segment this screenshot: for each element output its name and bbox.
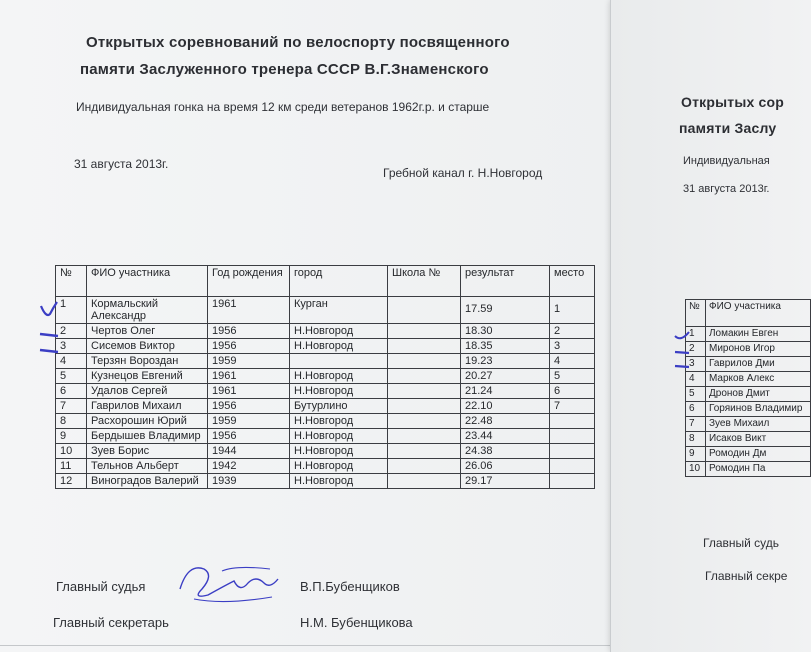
- cell-result: 22.48: [461, 414, 550, 429]
- header-school: Школа №: [388, 266, 461, 297]
- cell-num: 2: [56, 324, 87, 339]
- cell-result: 24.38: [461, 444, 550, 459]
- cell-city: Н.Новгород: [290, 384, 388, 399]
- cell-place: 3: [550, 339, 595, 354]
- cell-year: 1959: [208, 354, 290, 369]
- cell-place: 6: [550, 384, 595, 399]
- header-year: Год рождения: [208, 266, 290, 297]
- title-line-2: памяти Заслуженного тренера СССР В.Г.Знаменского: [80, 61, 489, 78]
- cell-city: Н.Новгород: [290, 474, 388, 489]
- cell-result: 26.06: [461, 459, 550, 474]
- cell-city: Н.Новгород: [290, 444, 388, 459]
- cell-year: 1959: [208, 414, 290, 429]
- cell-place: [550, 444, 595, 459]
- cell-num: 10: [686, 462, 706, 477]
- table-row: [686, 417, 811, 432]
- cell-city: [290, 354, 388, 369]
- header-num: №: [56, 266, 87, 297]
- table-row: [56, 297, 595, 324]
- cell-fio: Миронов Игор: [705, 342, 810, 357]
- cell-fio: Тельнов Альберт: [87, 459, 208, 474]
- cell-fio: Ромодин Па: [705, 462, 810, 477]
- cell-fio: Чертов Олег: [87, 324, 208, 339]
- cell-result: 19.23: [461, 354, 550, 369]
- judge-label: Главный судья: [56, 579, 146, 594]
- cell-result: 23.44: [461, 429, 550, 444]
- cell-fio: Гаврилов Михаил: [87, 399, 208, 414]
- table-header-row: [686, 300, 811, 327]
- cell-num: 10: [56, 444, 87, 459]
- cell-num: 1: [56, 297, 87, 324]
- cell-place: 2: [550, 324, 595, 339]
- cell-num: 1: [686, 327, 706, 342]
- right-subtitle: Индивидуальная: [683, 155, 770, 167]
- right-date: 31 августа 2013г.: [683, 183, 770, 195]
- cell-school: [388, 354, 461, 369]
- cell-num: 2: [686, 342, 706, 357]
- title-line-1: Открытых соревнований по велоспорту посвященного: [86, 34, 510, 51]
- cell-year: 1942: [208, 459, 290, 474]
- handwritten-check-marks: [38, 300, 62, 362]
- event-date: 31 августа 2013г.: [74, 157, 169, 171]
- cell-year: 1961: [208, 369, 290, 384]
- cell-result: 29.17: [461, 474, 550, 489]
- cell-year: 1956: [208, 429, 290, 444]
- table-row: [56, 474, 595, 489]
- cell-num: 6: [56, 384, 87, 399]
- table-row: [686, 402, 811, 417]
- cell-fio: Марков Алекс: [705, 372, 810, 387]
- table-row: [56, 429, 595, 444]
- header-result: результат: [461, 266, 550, 297]
- table-row: [686, 447, 811, 462]
- cell-city: Н.Новгород: [290, 324, 388, 339]
- table-row: [686, 342, 811, 357]
- cell-city: Курган: [290, 297, 388, 324]
- cell-place: 7: [550, 399, 595, 414]
- cell-num: 5: [686, 387, 706, 402]
- event-venue: Гребной канал г. Н.Новгород: [383, 166, 543, 180]
- cell-school: [388, 474, 461, 489]
- table-header-row: [56, 266, 595, 297]
- right-handwritten-marks: [673, 330, 693, 370]
- table-row: [56, 444, 595, 459]
- cell-num: 4: [56, 354, 87, 369]
- cell-city: Н.Новгород: [290, 429, 388, 444]
- event-subtitle: Индивидуальная гонка на время 12 км среди ветеранов 1962г.р. и старше: [76, 100, 490, 114]
- cell-fio: Горяинов Владимир: [705, 402, 810, 417]
- cell-result: 18.30: [461, 324, 550, 339]
- cell-fio: Удалов Сергей: [87, 384, 208, 399]
- judge-signature: [174, 559, 284, 609]
- cell-year: 1956: [208, 399, 290, 414]
- cell-school: [388, 339, 461, 354]
- table-row: [56, 369, 595, 384]
- cell-year: 1961: [208, 297, 290, 324]
- table-row: [56, 399, 595, 414]
- cell-fio: Бердышев Владимир: [87, 429, 208, 444]
- cell-num: 7: [686, 417, 706, 432]
- cell-city: Н.Новгород: [290, 414, 388, 429]
- secretary-label: Главный секретарь: [53, 615, 169, 630]
- cell-place: 5: [550, 369, 595, 384]
- cell-num: 8: [686, 432, 706, 447]
- cell-fio: Расхорошин Юрий: [87, 414, 208, 429]
- table-row: [56, 384, 595, 399]
- cell-num: 9: [56, 429, 87, 444]
- cell-fio: Дронов Дмит: [705, 387, 810, 402]
- cell-num: 12: [56, 474, 87, 489]
- cell-fio: Зуев Борис: [87, 444, 208, 459]
- table-row: [56, 339, 595, 354]
- cell-place: 1: [550, 297, 595, 324]
- cell-fio: Терзян Вороздан: [87, 354, 208, 369]
- cell-city: Н.Новгород: [290, 459, 388, 474]
- right-title-line-1: Открытых сор: [681, 94, 785, 110]
- table-row: [686, 462, 811, 477]
- cell-fio: Гаврилов Дми: [705, 357, 810, 372]
- cell-num: 6: [686, 402, 706, 417]
- cell-school: [388, 297, 461, 324]
- cell-result: 18.35: [461, 339, 550, 354]
- cell-year: 1956: [208, 339, 290, 354]
- cell-fio: Кузнецов Евгений: [87, 369, 208, 384]
- cell-school: [388, 324, 461, 339]
- table-row: [56, 459, 595, 474]
- cell-school: [388, 429, 461, 444]
- cell-place: 4: [550, 354, 595, 369]
- cell-school: [388, 444, 461, 459]
- cell-result: 21.24: [461, 384, 550, 399]
- cell-fio: Ромодин Дм: [705, 447, 810, 462]
- cell-fio: Исаков Викт: [705, 432, 810, 447]
- cell-school: [388, 369, 461, 384]
- right-judge-label: Главный судь: [703, 536, 780, 550]
- cell-school: [388, 459, 461, 474]
- cell-place: [550, 429, 595, 444]
- table-row: [56, 324, 595, 339]
- cell-result: 17.59: [461, 297, 550, 324]
- right-results-table: [685, 299, 811, 477]
- header-fio: ФИО участника: [705, 300, 810, 327]
- secretary-name: Н.М. Бубенщикова: [300, 615, 413, 630]
- table-row: [686, 327, 811, 342]
- cell-num: 3: [56, 339, 87, 354]
- cell-year: 1944: [208, 444, 290, 459]
- table-row: [56, 354, 595, 369]
- cell-place: [550, 474, 595, 489]
- header-fio: ФИО участника: [87, 266, 208, 297]
- cell-city: Бутурлино: [290, 399, 388, 414]
- judge-name: В.П.Бубенщиков: [300, 579, 400, 594]
- cell-fio: Сисемов Виктор: [87, 339, 208, 354]
- results-table: [55, 265, 595, 489]
- page-edge: [0, 645, 624, 646]
- cell-school: [388, 399, 461, 414]
- cell-num: 5: [56, 369, 87, 384]
- cell-year: 1939: [208, 474, 290, 489]
- cell-result: 20.27: [461, 369, 550, 384]
- cell-school: [388, 414, 461, 429]
- cell-school: [388, 384, 461, 399]
- cell-place: [550, 414, 595, 429]
- cell-num: 7: [56, 399, 87, 414]
- cell-fio: Виноградов Валерий: [87, 474, 208, 489]
- cell-result: 22.10: [461, 399, 550, 414]
- cell-city: Н.Новгород: [290, 339, 388, 354]
- cell-num: 3: [686, 357, 706, 372]
- cell-year: 1961: [208, 384, 290, 399]
- table-row: [686, 357, 811, 372]
- second-results-sheet: [610, 0, 811, 652]
- right-title-line-2: памяти Заслу: [679, 120, 777, 136]
- cell-fio: Ломакин Евген: [705, 327, 810, 342]
- cell-place: [550, 459, 595, 474]
- cell-num: 8: [56, 414, 87, 429]
- cell-num: 9: [686, 447, 706, 462]
- cell-fio: Кормальский Александр: [87, 297, 208, 324]
- cell-city: Н.Новгород: [290, 369, 388, 384]
- cell-num: 11: [56, 459, 87, 474]
- cell-num: 4: [686, 372, 706, 387]
- cell-year: 1956: [208, 324, 290, 339]
- table-row: [686, 387, 811, 402]
- table-row: [56, 414, 595, 429]
- table-row: [686, 372, 811, 387]
- header-num: №: [686, 300, 706, 327]
- right-secretary-label: Главный секре: [705, 569, 788, 583]
- header-city: город: [290, 266, 388, 297]
- table-row: [686, 432, 811, 447]
- header-place: место: [550, 266, 595, 297]
- cell-fio: Зуев Михаил: [705, 417, 810, 432]
